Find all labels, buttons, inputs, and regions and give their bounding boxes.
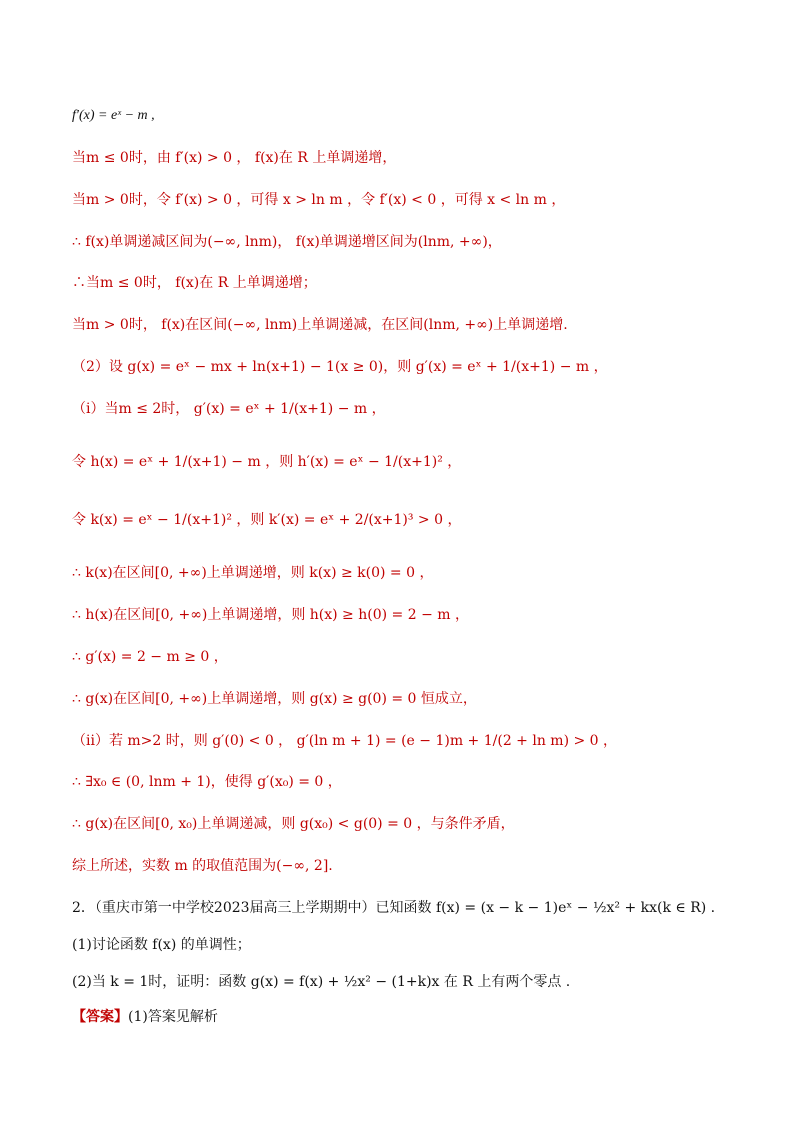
solution-line: ∴当m ≤ 0时， f(x)在 R 上单调递增； bbox=[72, 275, 317, 291]
solution-line: ∴ g′(x) = 2 − m ≥ 0 ， bbox=[72, 649, 228, 665]
problem-question-2: (2)当 k = 1时，证明：函数 g(x) = f(x) + ½x² − (1+k)x 在 R 上有两个零点 . bbox=[72, 974, 571, 990]
solution-line: 当m > 0时， f(x)在区间(−∞, lnm)上单调递减，在区间(lnm, +∞)上单调递增. bbox=[72, 317, 568, 333]
solution-line: 令 h(x) = eˣ + 1/(x+1) − m ，则 h′(x) = eˣ − 1/(x+1)² ， bbox=[72, 454, 462, 470]
answer-text: (1)答案见解析 bbox=[128, 1009, 218, 1025]
answer-line bbox=[72, 1007, 218, 1027]
solution-line: 当m ≤ 0时，由 f′(x) > 0 ， f(x)在 R 上单调递增， bbox=[72, 150, 397, 166]
solution-line: ∴ h(x)在区间[0, +∞)上单调递增，则 h(x) ≥ h(0) = 2 − m ， bbox=[72, 607, 469, 623]
answer-label: 【答案】 bbox=[72, 1009, 128, 1025]
solution-line: 令 k(x) = eˣ − 1/(x+1)² ，则 k′(x) = eˣ + 2/(x+1)³ > 0 ， bbox=[72, 512, 462, 528]
problem-statement: 2．（重庆市第一中学校2023届高三上学期期中）已知函数 f(x) = (x − k − 1)eˣ − ½x² + kx(k ∈ R) . bbox=[72, 900, 716, 916]
problem-question-1: (1)讨论函数 f(x) 的单调性； bbox=[72, 937, 251, 953]
solution-line: （i）当m ≤ 2时， g′(x) = eˣ + 1/(x+1) − m ， bbox=[72, 401, 386, 417]
solution-line: ∴ g(x)在区间[0, x₀)上单调递减，则 g(x₀) < g(0) = 0 ，与条件矛盾， bbox=[72, 816, 515, 832]
solution-line: 当m > 0时，令 f′(x) > 0 ，可得 x > ln m ，令 f′(x) < 0 ，可得 x < ln m ， bbox=[72, 192, 566, 208]
derivative-line: f′(x) = eˣ − m , bbox=[72, 108, 155, 123]
solution-line: （ii）若 m>2 时，则 g′(0) < 0 ， g′(ln m + 1) = (e − 1)m + 1/(2 + ln m) > 0 ， bbox=[72, 733, 618, 749]
conclusion-line: 综上所述，实数 m 的取值范围为(−∞, 2]. bbox=[72, 858, 333, 874]
solution-line: ∴ k(x)在区间[0, +∞)上单调递增，则 k(x) ≥ k(0) = 0 ， bbox=[72, 565, 434, 581]
solution-line: ∴ g(x)在区间[0, +∞)上单调递增，则 g(x) ≥ g(0) = 0 恒成立， bbox=[72, 691, 477, 707]
solution-line: ∴ f(x)单调递减区间为(−∞, lnm)， f(x)单调递增区间为(lnm, +∞)， bbox=[72, 234, 502, 250]
solution-line: ∴ ∃x₀ ∈ (0, lnm + 1)，使得 g′(x₀) = 0 ， bbox=[72, 774, 342, 790]
solution-line: （2）设 g(x) = eˣ − mx + ln(x+1) − 1(x ≥ 0)，则 g′(x) = eˣ + 1/(x+1) − m ， bbox=[72, 359, 608, 375]
